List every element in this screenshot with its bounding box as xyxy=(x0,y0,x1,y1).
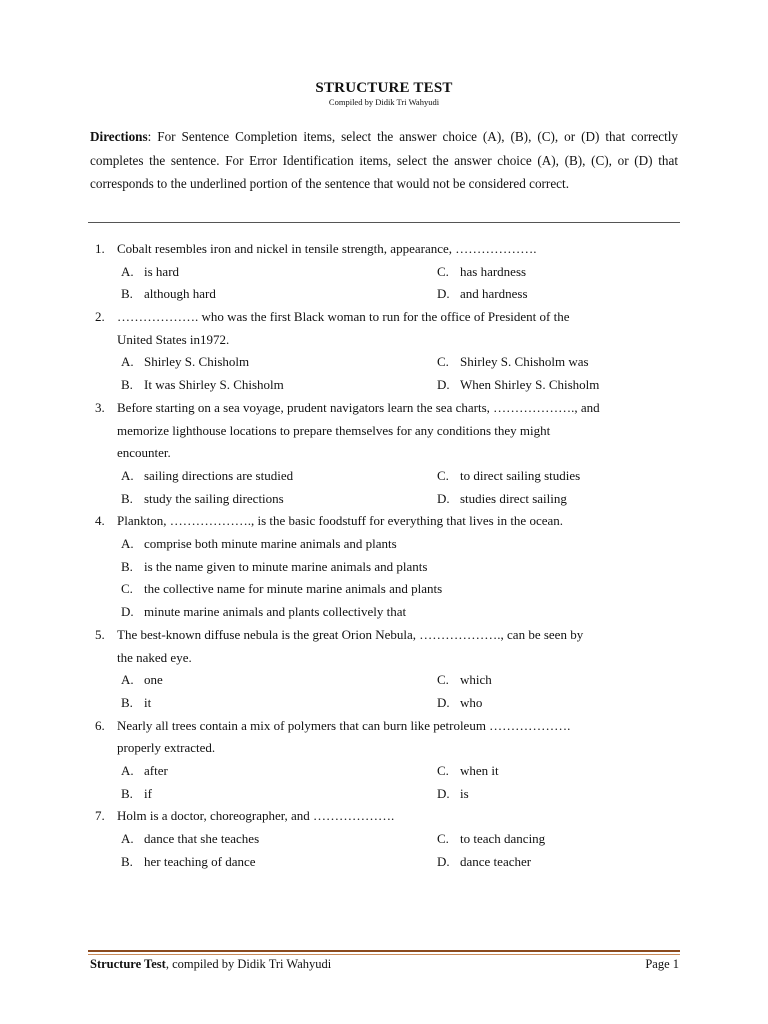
answer-option[interactable] xyxy=(437,283,647,306)
answer-option[interactable] xyxy=(437,783,647,806)
answer-option[interactable] xyxy=(121,556,641,579)
question-number: 7. xyxy=(95,808,105,824)
question-text-line: Before starting on a sea voyage, prudent navigators learn the sea charts, ………………., and xyxy=(117,399,600,415)
footer-title: Structure Test xyxy=(90,957,166,971)
answer-row xyxy=(121,374,641,397)
question-text-line: the naked eye. xyxy=(117,649,192,665)
answer-letter: B. xyxy=(121,785,133,801)
answer-letter: C. xyxy=(437,467,449,483)
question-item xyxy=(0,624,768,715)
answer-letter: B. xyxy=(121,853,133,869)
answer-text: minute marine animals and plants collectively that xyxy=(144,604,407,620)
answer-text: is hard xyxy=(144,263,180,279)
answer-text: is xyxy=(460,785,469,801)
answer-text: it xyxy=(144,694,152,710)
answer-option[interactable] xyxy=(121,669,437,692)
answer-options xyxy=(121,828,641,873)
answer-row xyxy=(121,601,641,624)
page-subtitle: Compiled by Didik Tri Wahyudi xyxy=(328,97,440,107)
answer-option[interactable] xyxy=(437,374,647,397)
answer-option[interactable] xyxy=(437,851,647,874)
answer-option[interactable] xyxy=(121,261,437,284)
answer-letter: C. xyxy=(437,672,449,688)
answer-letter: D. xyxy=(437,785,450,801)
answer-letter: C. xyxy=(437,762,449,778)
answer-text: one xyxy=(144,672,163,688)
answer-text: who xyxy=(460,694,483,710)
answer-text: is the name given to minute marine animals and plants xyxy=(144,558,428,574)
question-stem xyxy=(95,510,655,533)
answer-text: the collective name for minute marine animals and plants xyxy=(144,581,443,597)
answer-option[interactable] xyxy=(437,692,647,715)
answer-option[interactable] xyxy=(121,601,641,624)
answer-option[interactable] xyxy=(121,351,437,374)
question-text-line: The best-known diffuse nebula is the great Orion Nebula, ………………., can be seen by xyxy=(117,626,584,642)
answer-row xyxy=(121,465,641,488)
answer-option[interactable] xyxy=(437,760,647,783)
answer-letter: C. xyxy=(121,581,133,597)
answer-text: Shirley S. Chisholm was xyxy=(460,354,589,370)
answer-text: which xyxy=(460,672,492,688)
question-text-line: encounter. xyxy=(117,445,171,461)
answer-text: her teaching of dance xyxy=(144,853,256,869)
question-item xyxy=(0,715,768,806)
answer-option[interactable] xyxy=(121,828,437,851)
answer-options xyxy=(121,465,641,510)
question-text-line: Nearly all trees contain a mix of polymers that can burn like petroleum ………………. xyxy=(117,717,571,733)
answer-option[interactable] xyxy=(121,374,437,397)
answer-letter: B. xyxy=(121,694,133,710)
page-title: STRUCTURE TEST xyxy=(315,80,453,96)
answer-option[interactable] xyxy=(437,669,647,692)
question-stem xyxy=(95,624,655,669)
answer-option[interactable] xyxy=(121,692,437,715)
answer-option[interactable] xyxy=(437,261,647,284)
answer-letter: D. xyxy=(437,286,450,302)
answer-row xyxy=(121,828,641,851)
answer-text: when it xyxy=(460,762,499,778)
answer-options xyxy=(121,351,641,396)
question-text-line: memorize lighthouse locations to prepare themselves for any conditions they might xyxy=(117,422,551,438)
answer-letter: C. xyxy=(437,354,449,370)
answer-option[interactable] xyxy=(121,760,437,783)
answer-letter: D. xyxy=(121,604,134,620)
answer-text: comprise both minute marine animals and plants xyxy=(144,536,397,552)
question-item xyxy=(0,306,768,397)
question-stem xyxy=(95,238,655,261)
page-number: Page 1 xyxy=(645,957,679,971)
question-number: 5. xyxy=(95,626,105,642)
answer-options xyxy=(121,533,641,624)
answer-option[interactable] xyxy=(437,488,647,511)
answer-text: to teach dancing xyxy=(460,831,546,847)
question-number: 6. xyxy=(95,717,105,733)
answer-option[interactable] xyxy=(437,465,647,488)
answer-letter: A. xyxy=(121,831,134,847)
answer-text: dance that she teaches xyxy=(144,831,260,847)
answer-text: study the sailing directions xyxy=(144,490,284,506)
answer-text: When Shirley S. Chisholm xyxy=(460,377,600,393)
answer-row xyxy=(121,783,641,806)
answer-letter: A. xyxy=(121,354,134,370)
question-number: 2. xyxy=(95,309,105,325)
question-text-line: Cobalt resembles iron and nickel in tensile strength, appearance, ………………. xyxy=(117,241,537,256)
question-stem xyxy=(95,397,655,465)
answer-options xyxy=(121,760,641,805)
answer-option[interactable] xyxy=(121,488,437,511)
answer-text: to direct sailing studies xyxy=(460,467,581,483)
question-number: 4. xyxy=(95,513,105,529)
answer-options xyxy=(121,261,641,306)
answer-option[interactable] xyxy=(121,533,641,556)
answer-row xyxy=(121,351,641,374)
answer-letter: D. xyxy=(437,377,450,393)
question-text-line: Holm is a doctor, choreographer, and ………………. xyxy=(117,808,395,824)
directions-text: : For Sentence Completion items, select the answer choice (A), (B), (C), or (D) that correctly completes the sentence. For Error Identification items, select the answer choice (A), (B), (C), or (D) that corresponds to the underlined portion of the sentence that would not be considered correct. xyxy=(90,129,678,191)
answer-row xyxy=(121,760,641,783)
answer-text: has hardness xyxy=(460,263,527,279)
answer-letter: C. xyxy=(437,263,449,279)
answer-text: and hardness xyxy=(460,286,528,302)
question-text-line: properly extracted. xyxy=(117,740,216,756)
answer-text: after xyxy=(144,762,168,778)
answer-letter: D. xyxy=(437,694,450,710)
answer-letter: A. xyxy=(121,762,134,778)
answer-letter: A. xyxy=(121,536,134,552)
answer-letter: B. xyxy=(121,490,133,506)
answer-row xyxy=(121,692,641,715)
answer-letter: B. xyxy=(121,286,133,302)
answer-options xyxy=(121,669,641,714)
answer-option[interactable] xyxy=(121,465,437,488)
answer-option[interactable] xyxy=(121,578,641,601)
footer-divider-thin xyxy=(88,954,680,955)
question-item xyxy=(0,510,768,623)
answer-letter: D. xyxy=(437,853,450,869)
question-stem xyxy=(95,306,655,351)
answer-row xyxy=(121,669,641,692)
directions-label: Directions xyxy=(90,129,148,144)
question-number: 3. xyxy=(95,399,105,415)
answer-text: sailing directions are studied xyxy=(144,467,294,483)
answer-text: Shirley S. Chisholm xyxy=(144,354,250,370)
answer-option[interactable] xyxy=(437,351,647,374)
answer-text: if xyxy=(144,785,152,801)
question-list xyxy=(0,238,768,873)
answer-letter: B. xyxy=(121,377,133,393)
directions-paragraph xyxy=(90,125,678,196)
answer-text: although hard xyxy=(144,286,216,302)
question-text-line: Plankton, ………………., is the basic foodstuff for everything that lives in the ocean. xyxy=(117,513,564,529)
answer-row xyxy=(121,851,641,874)
answer-letter: A. xyxy=(121,263,134,279)
answer-row xyxy=(121,578,641,601)
answer-letter: B. xyxy=(121,558,133,574)
question-item xyxy=(0,238,768,306)
answer-text: studies direct sailing xyxy=(460,490,567,506)
answer-option[interactable] xyxy=(121,851,437,874)
question-number: 1. xyxy=(95,241,105,256)
question-text-line: ………………. who was the first Black woman to run for the office of President of the xyxy=(117,309,570,325)
question-item xyxy=(0,805,768,873)
answer-option[interactable] xyxy=(437,828,647,851)
answer-row xyxy=(121,556,641,579)
question-stem xyxy=(95,715,655,760)
footer-divider xyxy=(88,950,680,952)
answer-row xyxy=(121,261,641,284)
footer-credit-text: , compiled by Didik Tri Wahyudi xyxy=(165,957,332,971)
footer-credit xyxy=(90,957,331,972)
answer-text: It was Shirley S. Chisholm xyxy=(144,377,284,393)
answer-text: dance teacher xyxy=(460,853,532,869)
answer-option[interactable] xyxy=(121,283,437,306)
answer-letter: D. xyxy=(437,490,450,506)
answer-row xyxy=(121,283,641,306)
question-text-line: United States in1972. xyxy=(117,331,230,347)
answer-letter: C. xyxy=(437,831,449,847)
question-item xyxy=(0,397,768,510)
header-divider xyxy=(88,222,680,223)
answer-letter: A. xyxy=(121,672,134,688)
answer-option[interactable] xyxy=(121,783,437,806)
answer-row xyxy=(121,488,641,511)
answer-letter: A. xyxy=(121,467,134,483)
question-stem xyxy=(95,805,655,828)
answer-row xyxy=(121,533,641,556)
